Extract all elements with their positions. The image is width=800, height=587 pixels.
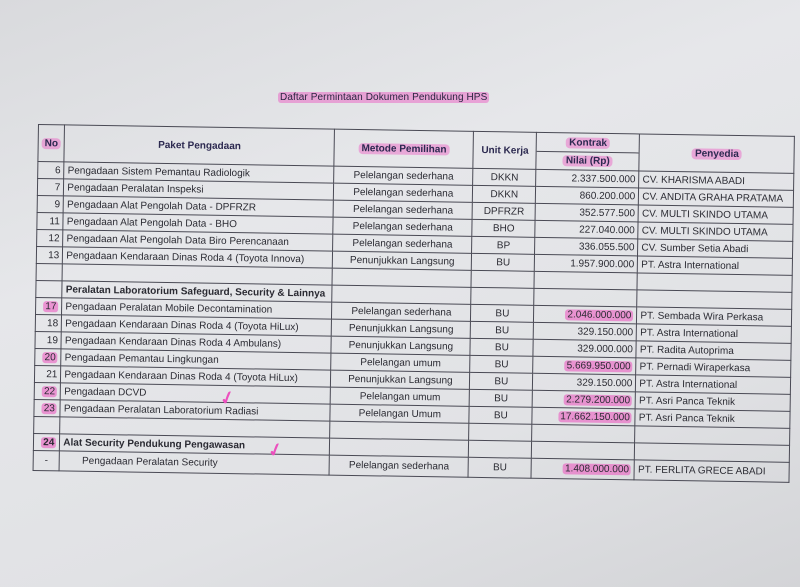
row-no: 17 [36, 297, 63, 314]
row-nilai: 336.055.500 [535, 237, 638, 256]
row-metode: Pelelangan sederhana [333, 217, 472, 236]
row-paket: Pengadaan Peralatan Inspeksi [64, 179, 334, 200]
row-metode: Penunjukkan Langsung [331, 370, 470, 389]
row-nilai: 2.279.200.000 [532, 390, 635, 409]
row-unit: DKKN [473, 185, 536, 203]
row-metode: Pelelangan sederhana [329, 455, 468, 477]
row-paket: Pengadaan DCVD [61, 383, 331, 404]
row-no: 9 [37, 195, 64, 212]
row-metode: Pelelangan Umum [330, 404, 469, 423]
document-title: Daftar Permintaan Dokumen Pendukung HPS [280, 92, 488, 103]
row-no: 20 [35, 348, 62, 365]
row-nilai: 329.000.000 [533, 339, 636, 358]
row-nilai: 329.150.000 [534, 322, 637, 341]
row-metode: Penunjukkan Langsung [331, 336, 470, 355]
row-paket: Pengadaan Peralatan Mobile Decontamination [62, 298, 332, 319]
row-penyedia: PT. Asri Panca Teknik [635, 392, 790, 411]
row-metode: Pelelangan sederhana [332, 302, 471, 321]
row-nilai: 5.669.950.000 [533, 356, 636, 375]
row-metode: Pelelangan sederhana [333, 200, 472, 219]
row-nilai: 227.040.000 [535, 220, 638, 239]
row-penyedia: PT. Radita Autoprima [636, 341, 791, 360]
header-no: No [38, 125, 65, 162]
header-paket: Paket Pengadaan [64, 125, 335, 166]
row-paket: Pengadaan Alat Pengolah Data Biro Perencanaan [63, 230, 333, 251]
header-kontrak: Kontrak Nilai (Rp) [536, 132, 640, 171]
row-penyedia: PT. FERLITA GRECE ABADI [634, 460, 789, 482]
row-nilai: 2.337.500.000 [536, 169, 639, 188]
row-nilai: 352.577.500 [535, 203, 638, 222]
row-unit: BU [472, 253, 535, 271]
row-no: 12 [37, 229, 64, 246]
header-metode: Metode Pemilihan [334, 129, 474, 168]
row-metode: Penunjukkan Langsung [333, 251, 472, 270]
row-penyedia: PT. Asri Panca Teknik [635, 409, 790, 428]
header-penyedia: Penyedia [639, 134, 795, 173]
row-penyedia: CV. Sumber Setia Abadi [638, 239, 793, 258]
row-unit: BU [469, 406, 532, 424]
row-paket: Pengadaan Kendaraan Dinas Roda 4 (Toyota Innova) [63, 247, 333, 268]
row-penyedia: PT. Astra International [636, 375, 791, 394]
row-penyedia: PT. Astra International [637, 324, 792, 343]
row-unit: DPFRZR [472, 202, 535, 220]
row-unit: BU [469, 389, 532, 407]
row-unit: BU [468, 457, 531, 478]
row-no: 22 [34, 382, 61, 399]
section-no: 24 [33, 433, 60, 450]
section-title: Peralatan Laboratorium Safeguard, Security & Lainnya [62, 281, 332, 302]
row-no: 21 [34, 365, 61, 382]
row-unit: BP [472, 236, 535, 254]
row-metode: Penunjukkan Langsung [332, 319, 471, 338]
row-paket: Pengadaan Peralatan Security [59, 451, 329, 475]
row-no: - [33, 450, 60, 470]
row-no: 13 [36, 246, 63, 263]
row-paket: Pengadaan Kendaraan Dinas Roda 4 (Toyota HiLux) [62, 315, 332, 336]
procurement-table [33, 124, 796, 483]
row-paket: Pengadaan Pemantau Lingkungan [61, 349, 331, 370]
row-unit: BU [470, 372, 533, 390]
row-penyedia: CV. KHARISMA ABADI [639, 171, 794, 190]
row-unit: BHO [472, 219, 535, 237]
row-no: 23 [34, 399, 61, 416]
row-unit: BU [471, 321, 534, 339]
row-metode: Pelelangan sederhana [334, 183, 473, 202]
row-unit: BU [470, 355, 533, 373]
row-metode: Pelelangan sederhana [334, 166, 473, 185]
row-paket: Pengadaan Kendaraan Dinas Roda 4 Ambulans) [61, 332, 331, 353]
row-unit: DKKN [473, 168, 536, 186]
row-penyedia: PT. Sembada Wira Perkasa [637, 307, 792, 326]
row-paket: Pengadaan Kendaraan Dinas Roda 4 (Toyota HiLux) [61, 366, 331, 387]
row-penyedia: CV. MULTI SKINDO UTAMA [638, 222, 793, 241]
row-penyedia: PT. Pernadi Wiraperkasa [636, 358, 791, 377]
row-penyedia: CV. MULTI SKINDO UTAMA [638, 205, 793, 224]
row-nilai: 329.150.000 [533, 373, 636, 392]
checkmark-icon: ✓ [265, 438, 286, 462]
row-penyedia: CV. ANDITA GRAHA PRATAMA [639, 188, 794, 207]
row-paket: Pengadaan Alat Pengolah Data - BHO [63, 213, 333, 234]
row-nilai: 2.046.000.000 [534, 305, 637, 324]
row-paket: Pengadaan Peralatan Laboratorium Radiasi [60, 400, 330, 421]
row-no: 6 [38, 162, 65, 179]
row-no: 11 [37, 212, 64, 229]
header-unit: Unit Kerja [473, 131, 537, 169]
row-no: 7 [37, 179, 64, 196]
row-nilai: 17.662.150.000 [532, 407, 635, 426]
row-unit: BU [471, 304, 534, 322]
row-metode: Pelelangan umum [331, 353, 470, 372]
row-nilai: 1.957.900.000 [535, 254, 638, 273]
row-paket: Pengadaan Sistem Pemantau Radiologik [64, 162, 334, 183]
checkmark-icon: ✓ [217, 386, 238, 410]
row-penyedia: PT. Astra International [638, 256, 793, 275]
row-metode: Pelelangan umum [330, 387, 469, 406]
row-nilai: 1.408.000.000 [531, 458, 634, 480]
row-metode: Pelelangan sederhana [333, 234, 472, 253]
row-no: 19 [35, 331, 62, 348]
row-no: 18 [35, 314, 62, 331]
row-nilai: 860.200.000 [536, 186, 639, 205]
row-unit: BU [470, 338, 533, 356]
row-paket: Pengadaan Alat Pengolah Data - DPFRZR [63, 196, 333, 217]
section-title: Alat Security Pendukung Pengawasan [60, 434, 330, 455]
